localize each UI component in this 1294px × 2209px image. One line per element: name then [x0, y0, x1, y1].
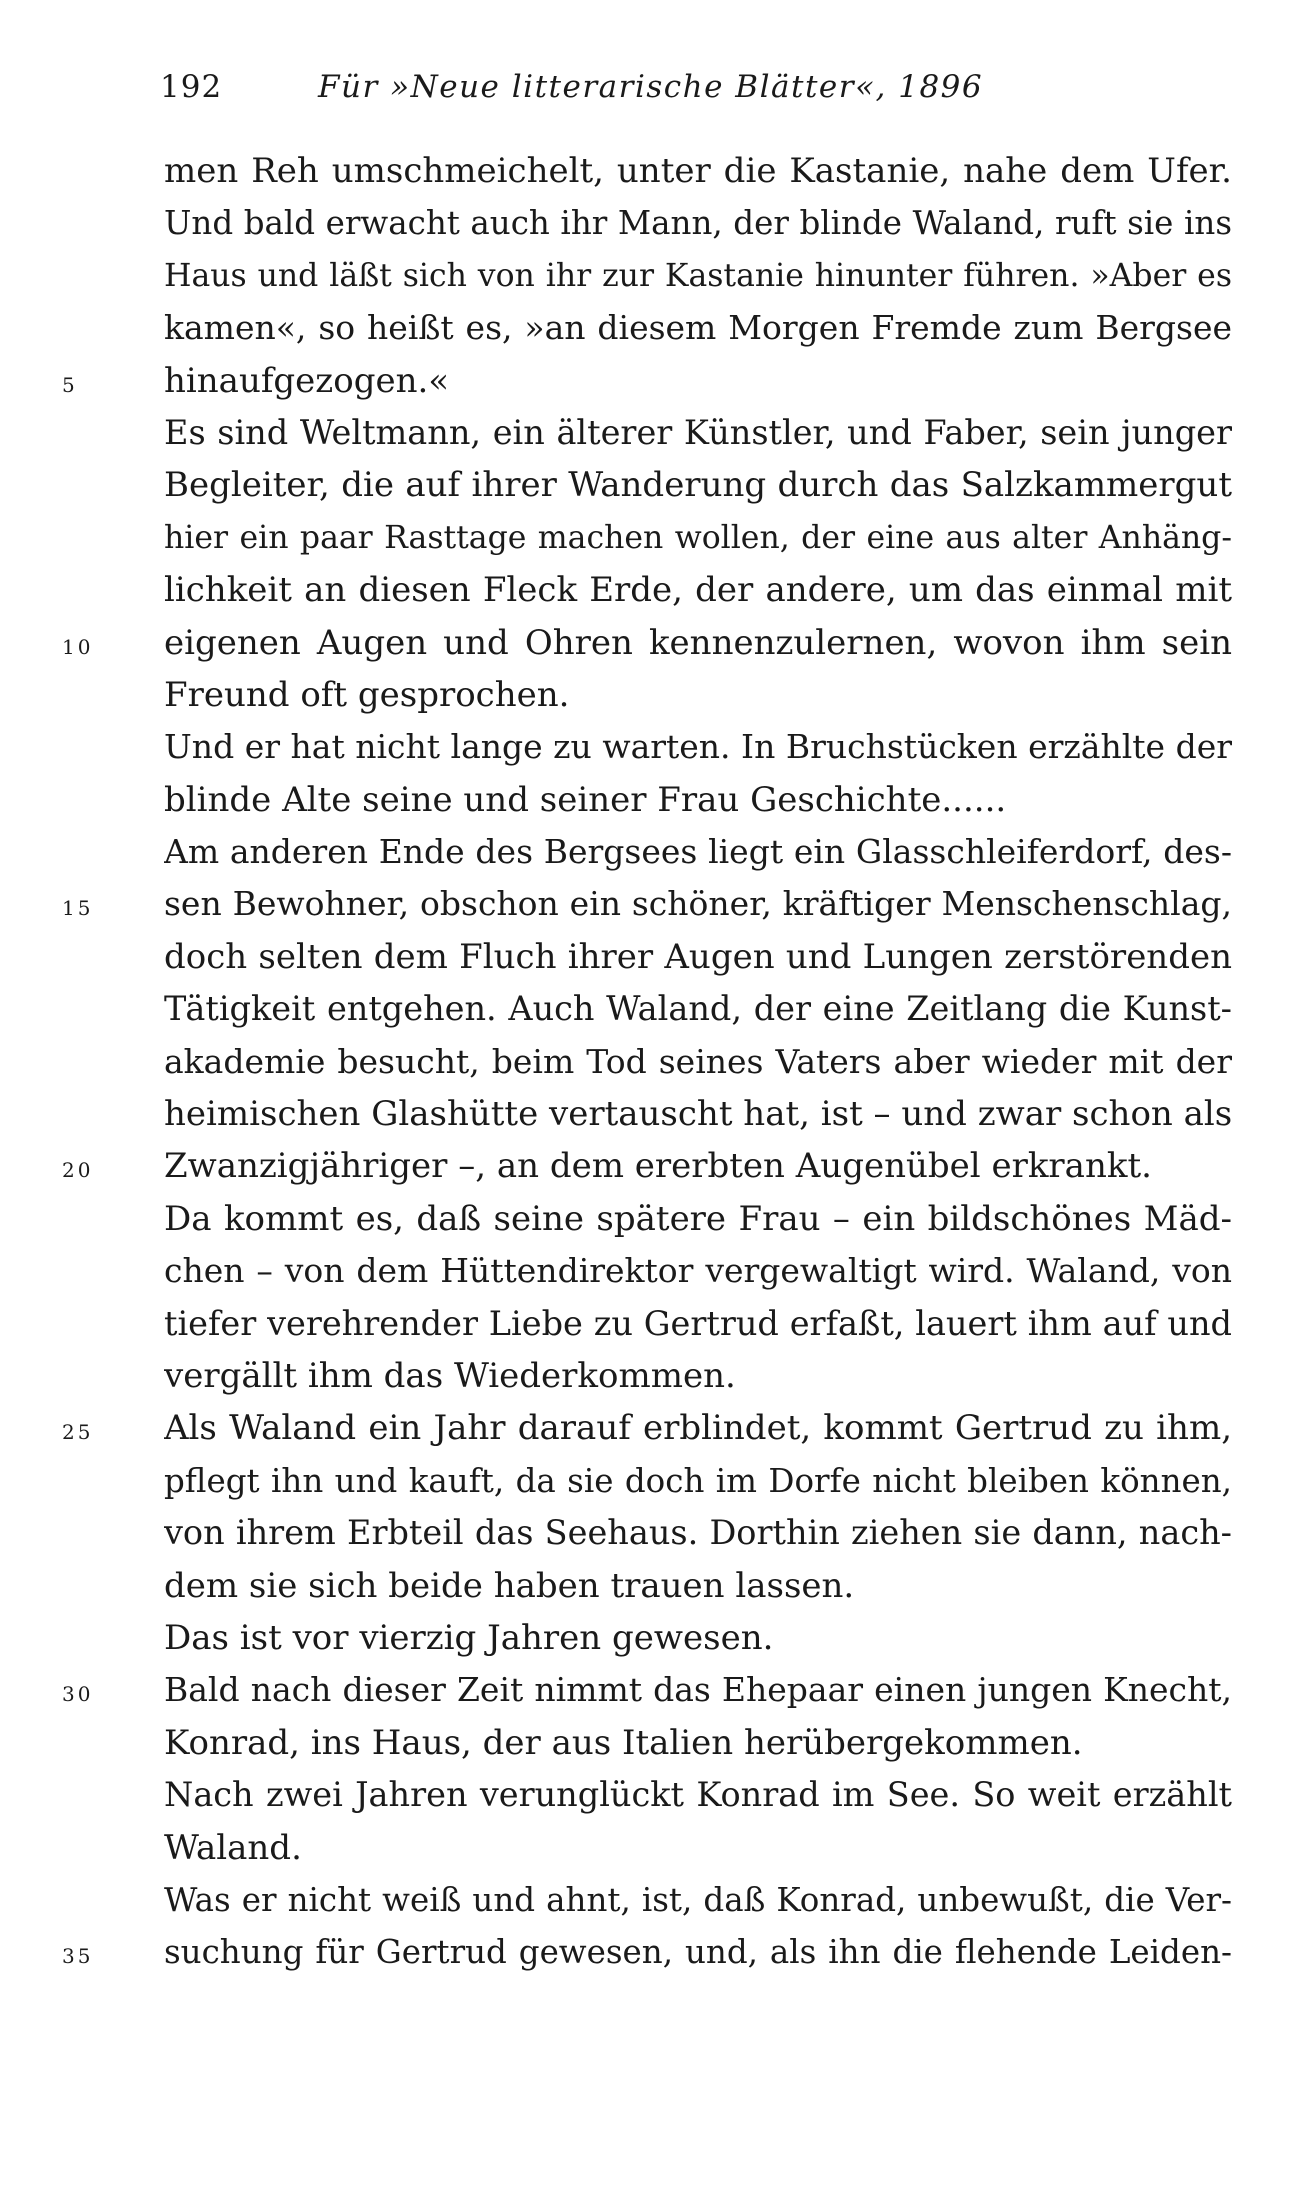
- line-text: lichkeit an diesen Fleck Erde, der andere, um das einmal mit: [164, 570, 1232, 611]
- line-text: Konrad, ins Haus, der aus Italien herübergekommen.: [164, 1722, 1083, 1763]
- line-text: vergällt ihm das Wiederkommen.: [164, 1355, 736, 1396]
- text-line: [0, 358, 1294, 410]
- body-text: [0, 148, 1294, 1982]
- text-line: [0, 1196, 1294, 1248]
- text-line: [0, 1929, 1294, 1981]
- line-number: 15: [62, 896, 94, 921]
- line-text: dem sie sich beide haben trauen lassen.: [164, 1565, 855, 1606]
- running-title: Für »Neue litterarische Blätter«, 1896: [318, 69, 984, 105]
- text-line: [0, 1615, 1294, 1667]
- line-text: von ihrem Erbteil das Seehaus. Dorthin ziehen sie dann, nach-: [164, 1513, 1232, 1553]
- line-text: chen – von dem Hüttendirektor vergewaltigt wird. Waland, von: [164, 1251, 1232, 1291]
- line-text: heimischen Glashütte vertauscht hat, ist – und zwar schon als: [164, 1094, 1232, 1135]
- line-text: eigenen Augen und Ohren kennenzulernen, wovon ihm sein: [164, 622, 1232, 663]
- text-line: [0, 253, 1294, 305]
- text-line: [0, 934, 1294, 986]
- text-line: [0, 1301, 1294, 1353]
- text-line: [0, 410, 1294, 462]
- line-number: 20: [62, 1158, 94, 1183]
- text-line: [0, 724, 1294, 776]
- line-text: sen Bewohner, obschon ein schöner, kräftiger Menschenschlag,: [164, 884, 1232, 924]
- line-text: Waland.: [164, 1827, 302, 1868]
- text-line: [0, 515, 1294, 567]
- text-line: [0, 881, 1294, 933]
- text-line: [0, 1039, 1294, 1091]
- text-line: [0, 305, 1294, 357]
- page-number: 192: [160, 69, 223, 105]
- text-line: [0, 620, 1294, 672]
- text-line: [0, 1563, 1294, 1615]
- line-text: Als Waland ein Jahr darauf erblindet, kommt Gertrud zu ihm,: [164, 1408, 1232, 1449]
- text-line: [0, 148, 1294, 200]
- text-line: [0, 1825, 1294, 1877]
- line-text: Da kommt es, daß seine spätere Frau – ein bildschönes Mäd-: [164, 1198, 1232, 1239]
- text-line: [0, 1248, 1294, 1300]
- line-text: Und bald erwacht auch ihr Mann, der blinde Waland, ruft sie ins: [164, 204, 1232, 243]
- text-line: [0, 1458, 1294, 1510]
- text-line: [0, 1510, 1294, 1562]
- line-text: kamen«, so heißt es, »an diesem Morgen Fremde zum Bergsee: [164, 308, 1232, 348]
- text-line: [0, 829, 1294, 881]
- line-text: pflegt ihn und kauft, da sie doch im Dorfe nicht bleiben können,: [164, 1461, 1232, 1500]
- line-text: Zwanzigjähriger –, an dem ererbten Augenübel erkrankt.: [164, 1146, 1152, 1187]
- line-number: 35: [62, 1944, 94, 1969]
- line-text: Das ist vor vierzig Jahren gewesen.: [164, 1617, 774, 1658]
- text-line: [0, 200, 1294, 252]
- text-line: [0, 1772, 1294, 1824]
- line-text: Am anderen Ende des Bergsees liegt ein Glasschleiferdorf, des-: [164, 832, 1232, 872]
- line-text: Freund oft gesprochen.: [164, 674, 570, 715]
- line-text: Tätigkeit entgehen. Auch Waland, der eine Zeitlang die Kunst-: [164, 989, 1232, 1029]
- text-line: [0, 1877, 1294, 1929]
- line-text: men Reh umschmeichelt, unter die Kastanie, nahe dem Ufer.: [164, 151, 1232, 191]
- text-line: [0, 567, 1294, 619]
- line-text: Nach zwei Jahren verunglückt Konrad im See. So weit erzählt: [164, 1775, 1232, 1815]
- text-line: [0, 1405, 1294, 1457]
- line-text: hier ein paar Rasttage machen wollen, der eine aus alter Anhäng-: [164, 519, 1232, 556]
- line-number: 10: [62, 634, 94, 659]
- text-line: [0, 672, 1294, 724]
- line-text: akademie besucht, beim Tod seines Vaters aber wieder mit der: [164, 1041, 1232, 1081]
- text-line: [0, 1720, 1294, 1772]
- line-text: Haus und läßt sich von ihr zur Kastanie hinunter führen. »Aber es: [164, 257, 1232, 294]
- line-text: hinaufgezogen.«: [164, 360, 450, 401]
- page-header: [160, 62, 983, 112]
- text-line: [0, 1143, 1294, 1195]
- line-text: Begleiter, die auf ihrer Wanderung durch das Salzkammergut: [164, 465, 1232, 506]
- line-text: Was er nicht weiß und ahnt, ist, daß Konrad, unbewußt, die Ver-: [164, 1880, 1232, 1919]
- text-line: [0, 986, 1294, 1038]
- line-number: 5: [62, 372, 78, 397]
- line-text: suchung für Gertrud gewesen, und, als ihn die flehende Leiden-: [164, 1933, 1232, 1972]
- text-line: [0, 1091, 1294, 1143]
- line-text: blinde Alte seine und seiner Frau Geschichte......: [164, 779, 1007, 820]
- line-number: 30: [62, 1682, 94, 1707]
- line-text: tiefer verehrender Liebe zu Gertrud erfaßt, lauert ihm auf und: [164, 1303, 1232, 1343]
- text-line: [0, 1353, 1294, 1405]
- line-text: Es sind Weltmann, ein älterer Künstler, und Faber, sein junger: [164, 412, 1232, 452]
- text-line: [0, 462, 1294, 514]
- line-text: Bald nach dieser Zeit nimmt das Ehepaar einen jungen Knecht,: [164, 1670, 1232, 1710]
- text-line: [0, 1667, 1294, 1719]
- line-text: doch selten dem Fluch ihrer Augen und Lungen zerstörenden: [164, 936, 1232, 977]
- line-text: Und er hat nicht lange zu warten. In Bruchstücken erzählte der: [164, 727, 1232, 767]
- text-line: [0, 777, 1294, 829]
- line-number: 25: [62, 1420, 94, 1445]
